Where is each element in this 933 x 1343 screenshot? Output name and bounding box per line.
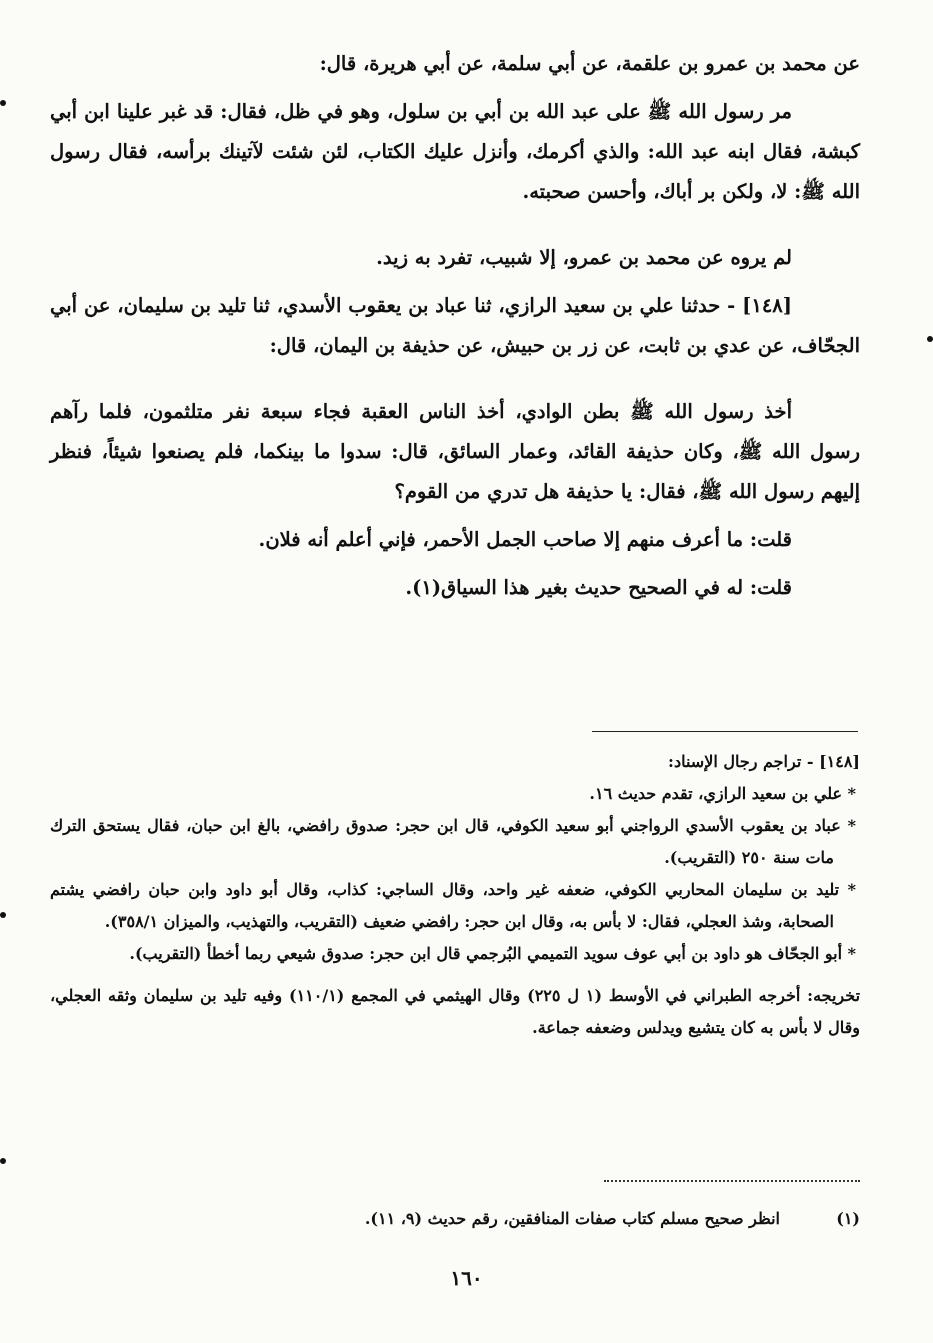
notes-heading: [١٤٨] - تراجم رجال الإسناد:: [668, 752, 860, 771]
margin-mark: [927, 336, 933, 342]
margin-mark: [0, 912, 6, 918]
note-item: * عباد بن يعقوب الأسدي الرواجني أبو سعيد الكوفي، قال ابن حجر: صدوق رافضي، بالغ ابن حبان، فقال يستحق الترك مات سنة ٢٥٠ (التقريب).: [50, 816, 856, 867]
footnote-separator: [604, 1180, 860, 1182]
narrator-notes: [50, 746, 860, 1044]
hadith-148-quote-1: قلت: ما أعرف منهم إلا صاحب الجمل الأحمر، فإني أعلم أنه فلان.: [258, 528, 792, 551]
note-item: * أبو الجحّاف هو داود بن أبي عوف سويد التميمي البُرجمي قال ابن حجر: صدوق شيعي ربما أخطأ (التقريب).: [129, 944, 856, 963]
main-text: [50, 44, 860, 608]
footnote-number: (١): [836, 1209, 860, 1228]
hadith-148-isnad: [١٤٨] - حدثنا علي بن سعيد الرازي، ثنا عباد بن يعقوب الأسدي، ثنا تليد بن سليمان، عن أبي الجحّاف، عن عدي بن ثابت، عن زر بن حبيش، عن حذيفة بن اليمان، قال:: [50, 294, 860, 357]
hadith-147-comment: لم يروه عن محمد بن عمرو، إلا شبيب، تفرد به زيد.: [376, 246, 792, 269]
note-item: * تليد بن سليمان المحاربي الكوفي، ضعفه غير واحد، وقال الساجي: كذاب، وقال أبو داود وابن حبان رافضي يشتم الصحابة، وشذ العجلي، فقال: لا بأس به، وقال ابن حجر: رافضي ضعيف (التقريب، والتهذيب، والميزان ٣٥٨/١).: [50, 880, 856, 931]
footnote-text: انظر صحيح مسلم كتاب صفات المنافقين، رقم حديث (٩، ١١).: [364, 1209, 780, 1228]
note-item: * علي بن سعيد الرازي، تقدم حديث ١٦.: [589, 784, 856, 803]
hadith-148-text: أخذ رسول الله ﷺ بطن الوادي، أخذ الناس العقبة فجاء سبعة نفر متلثمون، فلما رآهم رسول الله ﷺ، وكان حذيفة القائد، وعمار السائق، قال: سدوا ما بينكما، فلم يصنعوا شيئاً، فنظر إليهم رسول الله ﷺ، فقال: يا حذيفة هل تدري من القوم؟: [50, 400, 860, 503]
page-number: ١٦٠: [450, 1266, 483, 1290]
isnad-line: عن محمد بن عمرو بن علقمة، عن أبي سلمة، عن أبي هريرة، قال:: [319, 52, 860, 75]
hadith-148-quote-2: قلت: له في الصحيح حديث بغير هذا السياق(١).: [405, 576, 792, 599]
margin-mark: [0, 100, 6, 106]
notes-separator: [592, 731, 858, 732]
margin-mark: [0, 1158, 6, 1164]
takhrij-note: تخريجه: أخرجه الطبراني في الأوسط (١ ل ٢٢٥) وقال الهيثمي في المجمع (١١٠/١) وفيه تليد بن سليمان وثقه العجلي، وقال لا بأس به كان يتشيع ويدلس وضعفه جماعة.: [50, 986, 861, 1037]
footnote: [50, 1203, 860, 1235]
hadith-147-text: مر رسول الله ﷺ على عبد الله بن أبي بن سلول، وهو في ظل، فقال: قد غبر علينا ابن أبي كبشة، فقال ابنه عبد الله: والذي أكرمك، وأنزل عليك الكتاب، لئن شئت لآتينك برأسه، فقال رسول الله ﷺ: لا، ولكن بر أباك، وأحسن صحبته.: [50, 100, 860, 203]
